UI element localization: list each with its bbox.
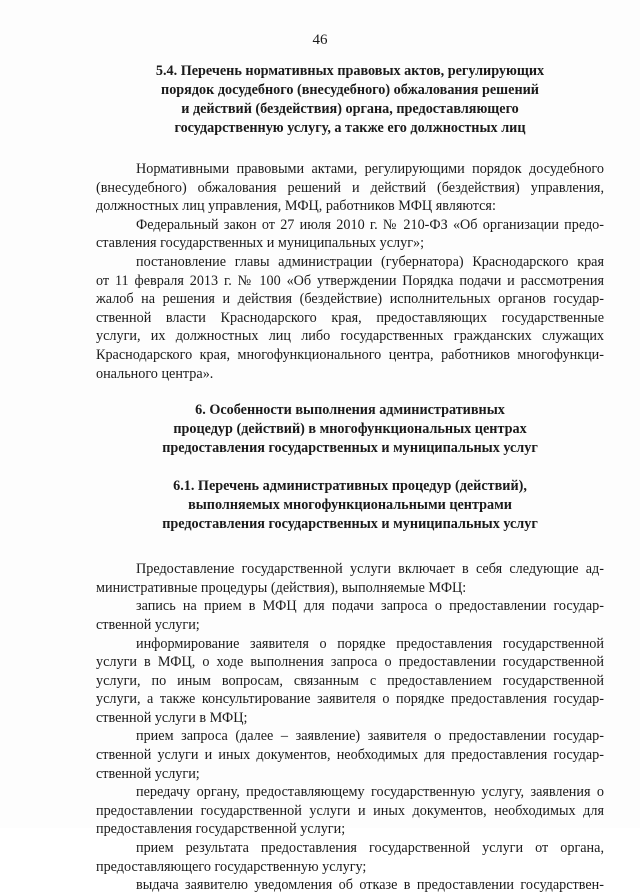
text-line: ственной власти Краснодарского края, предоставляющих государственные — [96, 309, 604, 326]
text-line: постановление главы администрации (губернатора) Краснодарского края — [136, 253, 604, 270]
text-line: прием результата предоставления государственной услуги от органа, — [136, 840, 604, 857]
text-line: ственной услуги; — [96, 765, 200, 782]
paragraph-transfer — [96, 783, 604, 839]
text-line: предоставления государственной услуги; — [96, 821, 346, 838]
section-6-heading — [96, 401, 604, 458]
paragraph-procedures-intro — [96, 560, 604, 597]
text-line: прием запроса (далее – заявление) заявителя о предоставлении государ- — [136, 728, 604, 745]
page-content — [96, 60, 604, 895]
paragraph-federal-law — [96, 216, 604, 253]
section-6-1-heading — [96, 477, 604, 534]
text-line: от 11 февраля 2013 г. № 100 «Об утверждении Порядка подачи и рассмотрения — [96, 272, 604, 289]
heading-line: предоставления государственных и муниципальных услуг — [162, 516, 538, 533]
heading-line: предоставления государственных и муниципальных услуг — [162, 440, 538, 457]
paragraph-appointment — [96, 597, 604, 634]
paragraph-refusal-notice — [96, 876, 604, 895]
text-line: услуги, а также консультирование заявителя о порядке предоставления государ- — [96, 691, 604, 708]
page-number: 46 — [312, 32, 328, 48]
paragraph-result-receipt — [96, 839, 604, 876]
text-line: услуги, их должностных лиц либо государственных гражданских служащих — [96, 328, 604, 345]
text-line: запись на прием в МФЦ для подачи запроса о предоставлении государ- — [136, 598, 604, 615]
text-line: услуги в МФЦ, о ходе выполнения запроса о предоставлении государственной — [96, 654, 604, 671]
text-line: жалоб на решения и действия (бездействие) исполнительных органов государ- — [96, 291, 604, 308]
text-line: Предоставление государственной услуги включает в себя следующие ад- — [136, 561, 604, 578]
heading-line: процедур (действий) в многофункциональных центрах — [173, 421, 527, 438]
text-line: выдача заявителю уведомления об отказе в предоставлении государствен- — [136, 877, 604, 894]
text-line: ственной услуги; — [96, 616, 200, 633]
heading-line: 5.4. Перечень нормативных правовых актов, регулирующих — [155, 63, 545, 79]
text-line: онального центра». — [96, 365, 214, 382]
text-line: должностных лиц управления, МФЦ, работников МФЦ являются: — [96, 198, 496, 215]
paragraph-governor-decree — [96, 253, 604, 383]
text-line: ственной услуги и иных документов, необходимых для предоставления государ- — [96, 747, 604, 764]
text-line: министративные процедуры (действия), выполняемые МФЦ: — [96, 579, 467, 596]
paragraph-normative-acts — [96, 160, 604, 216]
paragraph-informing — [96, 635, 604, 728]
heading-line: 6. Особенности выполнения административных — [195, 402, 505, 419]
text-line: Нормативными правовыми актами, регулирующими порядок досудебного — [136, 161, 604, 177]
heading-line: 6.1. Перечень административных процедур (действий), — [173, 478, 527, 495]
text-line: передачу органу, предоставляющему государственную услугу, заявления о — [136, 784, 604, 801]
text-line: услуги, по иным вопросам, связанным с предоставлением государственной — [96, 672, 604, 689]
text-line: ственной услуги в МФЦ; — [96, 709, 248, 726]
heading-line: порядок досудебного (внесудебного) обжалования решений — [161, 82, 539, 98]
text-line: (внесудебного) обжалования решений и действий (бездействия) управления, — [96, 179, 604, 196]
heading-line: выполняемых многофункциональными центрами — [188, 497, 512, 514]
paragraph-request-intake — [96, 727, 604, 783]
text-line: предоставляющего государственную услугу; — [96, 858, 367, 875]
text-line: Федеральный закон от 27 июля 2010 г. № 210-ФЗ «Об организации предо- — [136, 216, 604, 233]
text-line: информирование заявителя о порядке предоставления государственной — [136, 635, 604, 652]
heading-line: государственную услугу, а также его должностных лиц — [174, 120, 526, 136]
section-5-4-heading — [96, 62, 604, 138]
text-line: предоставлении государственной услуги и иных документов, необходимых для — [96, 802, 604, 819]
text-line: Краснодарского края, многофункционального центра, работников многофункци- — [96, 346, 604, 363]
text-line: ставления государственных и муниципальных услуг»; — [96, 235, 425, 252]
heading-line: и действий (бездействия) органа, предоставляющего — [181, 101, 519, 117]
